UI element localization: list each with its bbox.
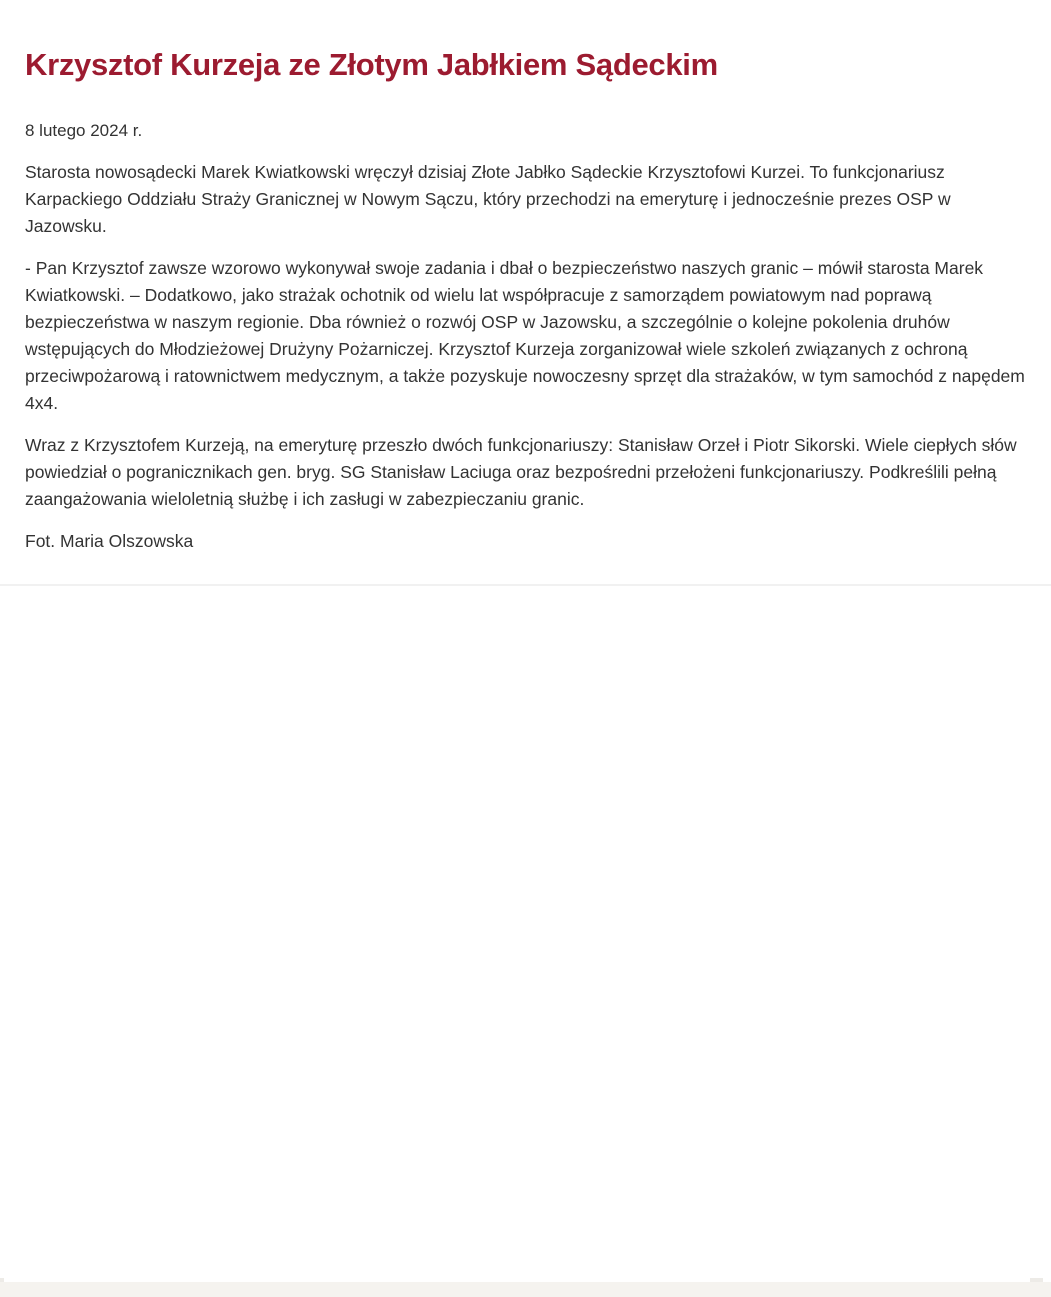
photo-credit: Fot. Maria Olszowska bbox=[25, 531, 194, 551]
article-date: 8 lutego 2024 r. bbox=[25, 121, 143, 140]
article-title: Krzysztof Kurzeja ze Złotym Jabłkiem Sądeckim bbox=[25, 47, 718, 82]
article-paragraph: Starosta nowosądecki Marek Kwiatkowski wręczył dzisiaj Złote Jabłko Sądeckie Krzysztofowi Kurzei. To funkcjonariusz Karpackiego Oddziału Straży Granicznej w Nowym Sączu, który przechodzi na emeryturę i jednocześnie prezes OSP w Jazowsku. bbox=[25, 162, 951, 236]
article-paragraph: Wraz z Krzysztofem Kurzeją, na emeryturę przeszło dwóch funkcjonariuszy: Stanisław Orzeł i Piotr Sikorski. Wiele ciepłych słów powiedział o pogranicznikach gen. bryg. SG Stanisław Laciuga oraz bezpośredni przełożeni funkcjonariuszy. Podkreślili pełną zaangażowania wieloletnią służbę i ich zasługi w zabezpieczaniu granic. bbox=[25, 435, 1017, 509]
article-content bbox=[0, 0, 1051, 555]
footer-bar bbox=[0, 1282, 1051, 1297]
section-divider bbox=[0, 584, 1051, 586]
article-paragraph: - Pan Krzysztof zawsze wzorowo wykonywał swoje zadania i dbał o bezpieczeństwo naszych granic – mówił starosta Marek Kwiatkowski. – Dodatkowo, jako strażak ochotnik od wielu lat współpracuje z samorządem powiatowym nad poprawą bezpieczeństwa w naszym regionie. Dba również o rozwój OSP w Jazowsku, a szczególnie o kolejne pokolenia druhów wstępujących do Młodzieżowej Drużyny Pożarniczej. Krzysztof Kurzeja zorganizował wiele szkoleń związanych z ochroną przeciwpożarową i ratownictwem medycznym, a także pozyskuje nowoczesny sprzęt dla strażaków, w tym samochód z napędem 4x4. bbox=[25, 258, 1025, 413]
